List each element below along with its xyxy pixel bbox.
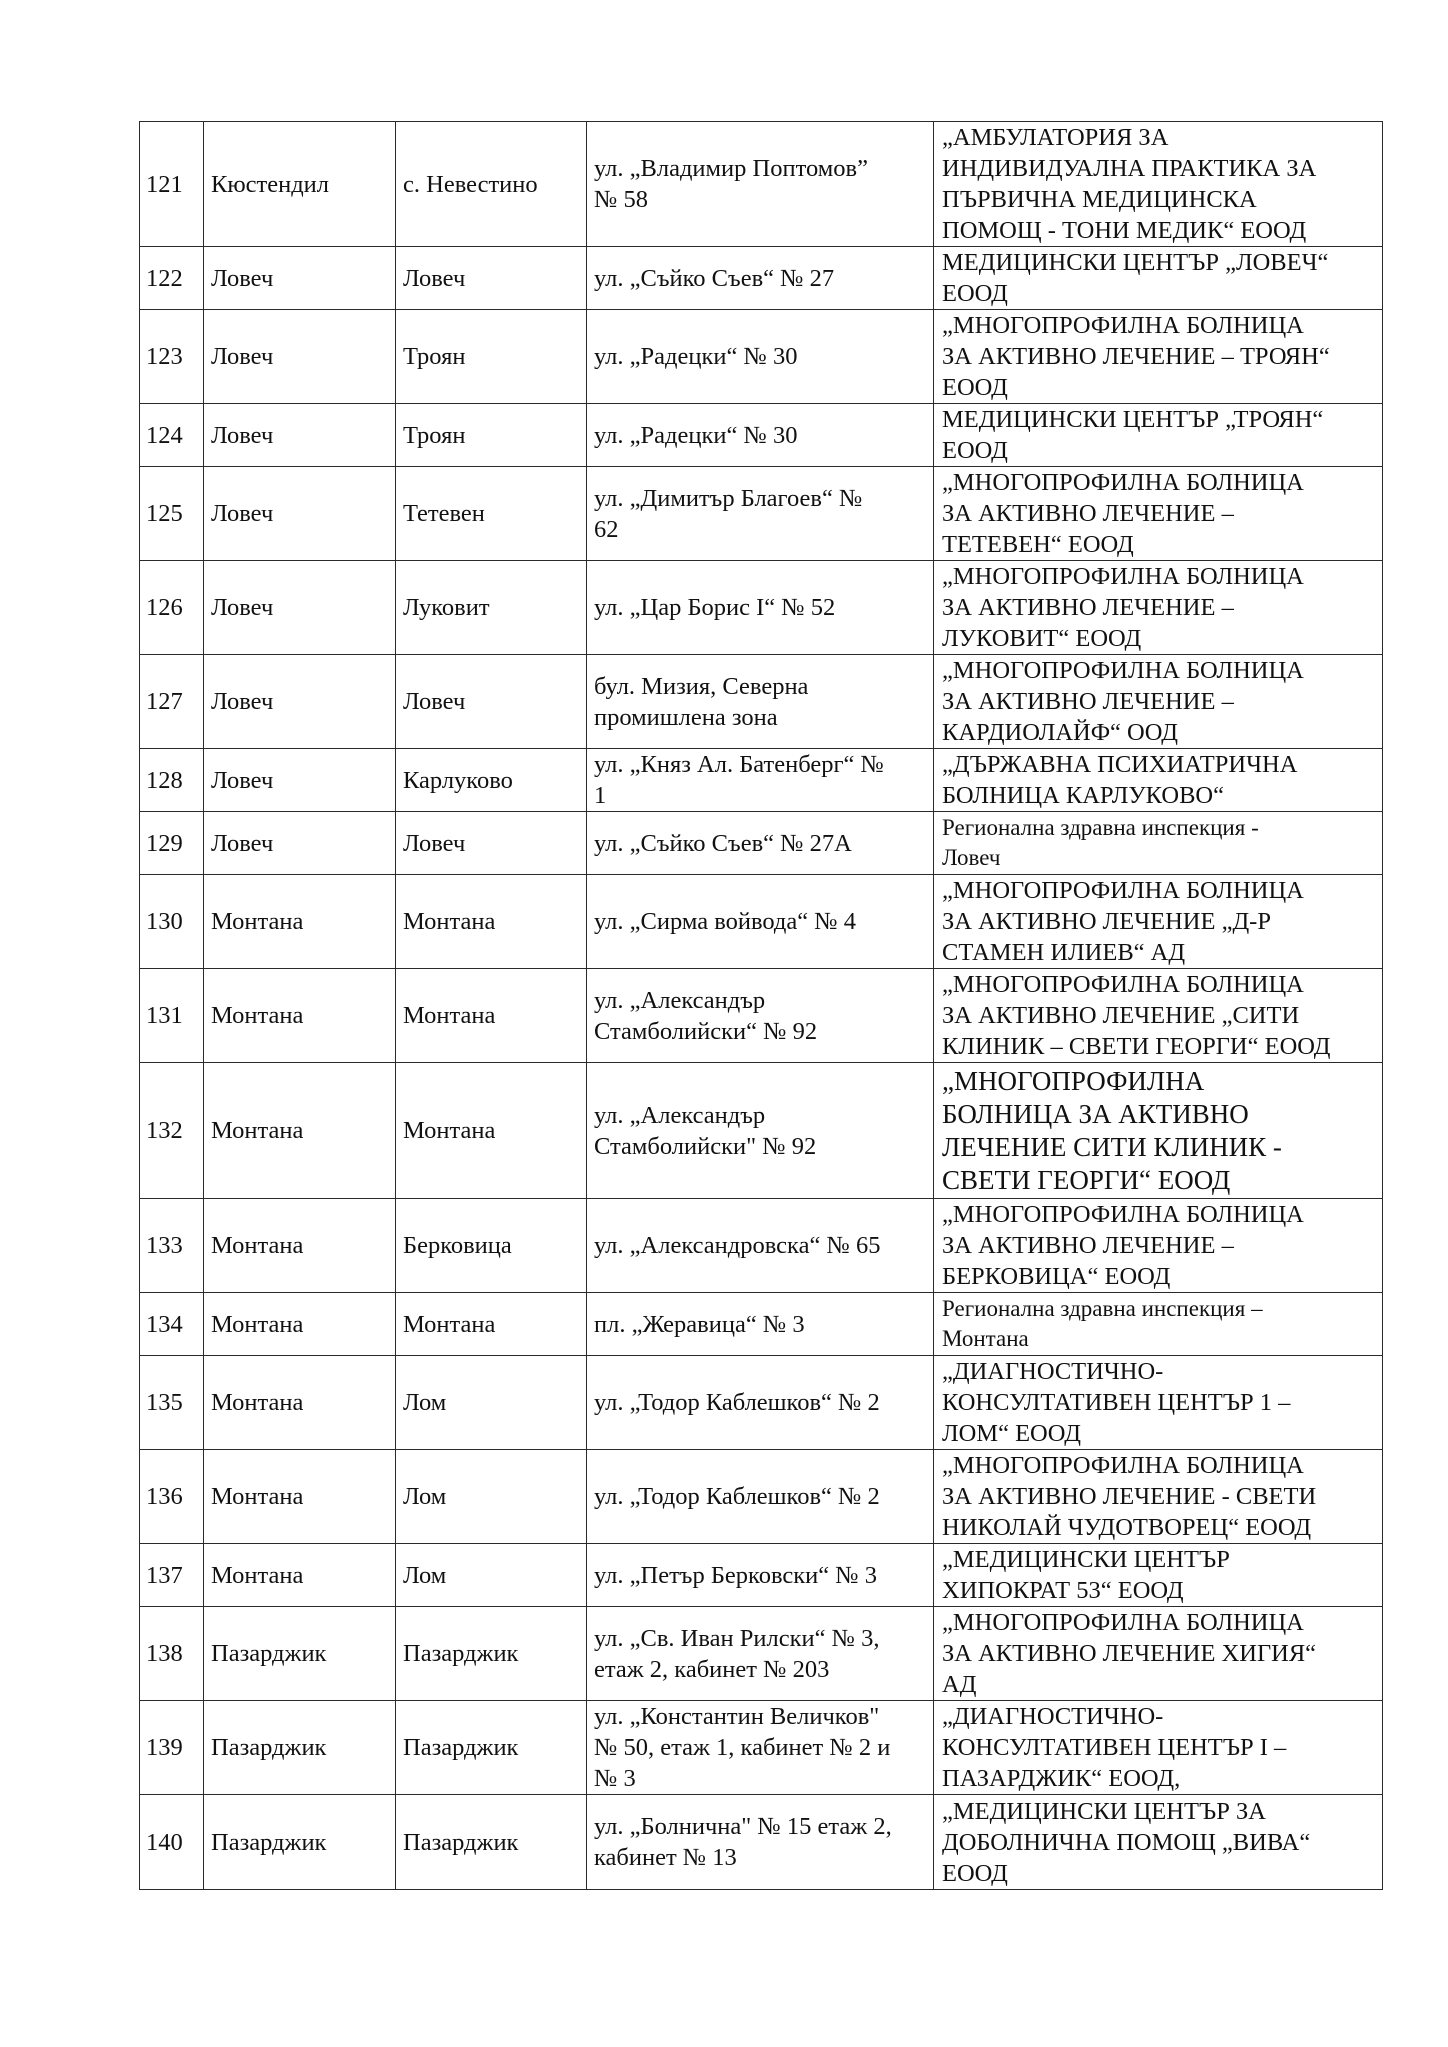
organization-text: „МНОГОПРОФИЛНА БОЛНИЦА ЗА АКТИВНО ЛЕЧЕНИЕ ХИГИЯ“ АД — [942, 1609, 1317, 1698]
city-text: Пазарджик — [403, 1828, 519, 1856]
address-text: ул. „Съйко Съев“ № 27 — [594, 264, 835, 292]
row-number-cell — [140, 969, 204, 1063]
address-text: ул. „Тодор Каблешков“ № 2 — [594, 1389, 880, 1416]
city-text: Ловеч — [403, 264, 466, 292]
organization-text: Регионална здравна инспекция – Монтана — [942, 1296, 1263, 1351]
organization-text: „ДИАГНОСТИЧНО- КОНСУЛТАТИВЕН ЦЕНТЪР I – ПАЗАРДЖИК“ ЕООД, — [942, 1703, 1287, 1792]
address-cell — [587, 1607, 934, 1701]
organization-text: „МНОГОПРОФИЛНА БОЛНИЦА ЗА АКТИВНО ЛЕЧЕНИЕ – БЕРКОВИЦА“ ЕООД — [942, 1201, 1304, 1290]
region-text: Монтана — [211, 1561, 304, 1589]
organization-text: „МНОГОПРОФИЛНА БОЛНИЦА ЗА АКТИВНО ЛЕЧЕНИЕ – ТЕТЕВЕН“ ЕООД — [942, 469, 1304, 558]
row-number-cell — [140, 404, 204, 467]
region-text: Пазарджик — [211, 1640, 327, 1667]
organization-cell — [934, 1356, 1383, 1450]
row-number-text: 132 — [146, 1117, 183, 1144]
address-text: ул. „Александровска“ № 65 — [594, 1232, 881, 1259]
region-text: Монтана — [211, 1232, 304, 1259]
city-cell — [396, 1701, 587, 1795]
address-text: ул. „Александър Стамболийски“ № 92 — [594, 986, 818, 1045]
table-row — [140, 1607, 1383, 1701]
table-row — [140, 1795, 1383, 1890]
row-number-text: 138 — [146, 1640, 183, 1667]
row-number-text: 137 — [146, 1561, 183, 1589]
address-cell — [587, 1450, 934, 1544]
row-number-cell — [140, 1356, 204, 1450]
row-number-cell — [140, 655, 204, 749]
table-row — [140, 247, 1383, 310]
row-number-text: 123 — [146, 343, 183, 370]
table-row — [140, 561, 1383, 655]
city-text: Монтана — [403, 1002, 496, 1029]
address-cell — [587, 749, 934, 812]
facilities-table — [139, 121, 1383, 1890]
address-text: ул. „Сирма войвода“ № 4 — [594, 908, 856, 935]
region-text: Ловеч — [211, 766, 274, 794]
organization-cell — [934, 310, 1383, 404]
city-cell — [396, 1063, 587, 1199]
address-cell — [587, 875, 934, 969]
row-number-text: 133 — [146, 1232, 183, 1259]
organization-cell — [934, 969, 1383, 1063]
organization-text: „ДЪРЖАВНА ПСИХИАТРИЧНА БОЛНИЦА КАРЛУКОВО“ — [942, 751, 1298, 809]
city-cell — [396, 1544, 587, 1607]
region-text: Монтана — [211, 1310, 304, 1338]
address-cell — [587, 969, 934, 1063]
region-text: Ловеч — [211, 594, 274, 621]
city-cell — [396, 1356, 587, 1450]
city-cell — [396, 1199, 587, 1293]
region-cell — [204, 749, 396, 812]
city-cell — [396, 969, 587, 1063]
row-number-text: 139 — [146, 1734, 183, 1761]
address-cell — [587, 1199, 934, 1293]
region-text: Кюстендил — [211, 170, 330, 198]
region-cell — [204, 1199, 396, 1293]
table-row — [140, 969, 1383, 1063]
table-row — [140, 467, 1383, 561]
region-text: Пазарджик — [211, 1828, 327, 1856]
city-text: Луковит — [403, 594, 490, 621]
organization-cell — [934, 122, 1383, 247]
region-cell — [204, 404, 396, 467]
row-number-text: 130 — [146, 908, 183, 935]
row-number-text: 134 — [146, 1310, 183, 1338]
table-row — [140, 1356, 1383, 1450]
table-row — [140, 1199, 1383, 1293]
organization-text: „ДИАГНОСТИЧНО- КОНСУЛТАТИВЕН ЦЕНТЪР 1 – ЛОМ“ ЕООД — [942, 1358, 1291, 1447]
table-row — [140, 1293, 1383, 1356]
city-text: Монтана — [403, 1117, 496, 1144]
address-text: ул. „Александър Стамболийски" № 92 — [594, 1101, 817, 1160]
organization-text: „АМБУЛАТОРИЯ ЗА ИНДИВИДУАЛНА ПРАКТИКА ЗА ПЪРВИЧНА МЕДИЦИНСКА ПОМОЩ - ТОНИ МЕДИК“ ЕООД — [942, 124, 1317, 244]
city-text: Троян — [403, 421, 466, 449]
region-text: Монтана — [211, 1483, 304, 1510]
city-text: Троян — [403, 343, 466, 370]
row-number-text: 129 — [146, 829, 183, 857]
address-cell — [587, 812, 934, 875]
city-cell — [396, 1607, 587, 1701]
city-cell — [396, 404, 587, 467]
address-cell — [587, 1701, 934, 1795]
organization-text: „МНОГОПРОФИЛНА БОЛНИЦА ЗА АКТИВНО ЛЕЧЕНИЕ – ЛУКОВИТ“ ЕООД — [942, 563, 1304, 652]
organization-text: „МНОГОПРОФИЛНА БОЛНИЦА ЗА АКТИВНО ЛЕЧЕНИЕ СИТИ КЛИНИК - СВЕТИ ГЕОРГИ“ ЕООД — [942, 1065, 1282, 1195]
organization-cell — [934, 561, 1383, 655]
row-number-cell — [140, 467, 204, 561]
region-text: Монтана — [211, 1389, 304, 1416]
table-row — [140, 812, 1383, 875]
row-number-cell — [140, 1199, 204, 1293]
region-cell — [204, 1544, 396, 1607]
address-text: ул. „Княз Ал. Батенберг“ № 1 — [594, 751, 884, 809]
city-text: Карлуково — [403, 766, 513, 794]
row-number-text: 122 — [146, 264, 183, 292]
city-text: Лом — [403, 1561, 447, 1589]
address-cell — [587, 1544, 934, 1607]
city-cell — [396, 875, 587, 969]
organization-cell — [934, 1607, 1383, 1701]
row-number-cell — [140, 122, 204, 247]
table-row — [140, 749, 1383, 812]
address-text: ул. „Петър Берковски“ № 3 — [594, 1561, 878, 1589]
row-number-text: 124 — [146, 421, 183, 449]
region-cell — [204, 655, 396, 749]
address-text: ул. „Владимир Поптомов” № 58 — [594, 155, 868, 213]
region-cell — [204, 1293, 396, 1356]
row-number-cell — [140, 247, 204, 310]
row-number-cell — [140, 749, 204, 812]
address-text: ул. „Константин Величков" № 50, етаж 1, кабинет № 2 и № 3 — [594, 1703, 891, 1792]
row-number-cell — [140, 812, 204, 875]
region-text: Монтана — [211, 908, 304, 935]
city-cell — [396, 1795, 587, 1890]
row-number-cell — [140, 310, 204, 404]
row-number-cell — [140, 1544, 204, 1607]
row-number-text: 140 — [146, 1828, 183, 1856]
organization-text: МЕДИЦИНСКИ ЦЕНТЪР „ТРОЯН“ ЕООД — [942, 406, 1324, 464]
row-number-cell — [140, 1293, 204, 1356]
city-text: Пазарджик — [403, 1734, 519, 1761]
table-row — [140, 1701, 1383, 1795]
address-text: ул. „Съйко Съев“ № 27А — [594, 829, 852, 857]
facilities-table-body — [140, 122, 1383, 1890]
region-text: Ловеч — [211, 264, 274, 292]
city-text: Ловеч — [403, 688, 466, 715]
row-number-text: 131 — [146, 1002, 183, 1029]
organization-text: „МНОГОПРОФИЛНА БОЛНИЦА ЗА АКТИВНО ЛЕЧЕНИЕ „Д-Р СТАМЕН ИЛИЕВ“ АД — [942, 877, 1304, 966]
address-text: ул. „Св. Иван Рилски“ № 3, етаж 2, кабинет № 203 — [594, 1624, 880, 1683]
region-cell — [204, 122, 396, 247]
organization-cell — [934, 875, 1383, 969]
region-cell — [204, 1701, 396, 1795]
region-text: Ловеч — [211, 500, 274, 527]
organization-cell — [934, 812, 1383, 875]
table-row — [140, 1450, 1383, 1544]
organization-cell — [934, 1795, 1383, 1890]
organization-text: „МНОГОПРОФИЛНА БОЛНИЦА ЗА АКТИВНО ЛЕЧЕНИЕ „СИТИ КЛИНИК – СВЕТИ ГЕОРГИ“ ЕООД — [942, 971, 1331, 1060]
organization-text: „МНОГОПРОФИЛНА БОЛНИЦА ЗА АКТИВНО ЛЕЧЕНИЕ – КАРДИОЛАЙФ“ ООД — [942, 657, 1304, 746]
row-number-cell — [140, 1063, 204, 1199]
row-number-text: 127 — [146, 688, 183, 715]
region-cell — [204, 310, 396, 404]
organization-cell — [934, 1063, 1383, 1199]
organization-cell — [934, 1450, 1383, 1544]
row-number-text: 135 — [146, 1389, 183, 1416]
row-number-text: 126 — [146, 594, 183, 621]
row-number-cell — [140, 875, 204, 969]
address-text: ул. „Радецки“ № 30 — [594, 343, 798, 370]
table-row — [140, 1063, 1383, 1199]
address-text: ул. „Тодор Каблешков“ № 2 — [594, 1483, 880, 1510]
row-number-text: 121 — [146, 170, 183, 198]
organization-text: Регионална здравна инспекция - Ловеч — [942, 815, 1259, 870]
organization-cell — [934, 1199, 1383, 1293]
city-cell — [396, 1450, 587, 1544]
table-row — [140, 310, 1383, 404]
region-cell — [204, 1063, 396, 1199]
address-text: бул. Мизия, Северна промишлена зона — [594, 672, 809, 731]
organization-cell — [934, 467, 1383, 561]
region-cell — [204, 467, 396, 561]
organization-text: „МЕДИЦИНСКИ ЦЕНТЪР ЗА ДОБОЛНИЧНА ПОМОЩ „ВИВА“ ЕООД — [942, 1797, 1311, 1887]
city-text: Тетевен — [403, 500, 485, 527]
row-number-text: 128 — [146, 766, 183, 794]
city-text: Ловеч — [403, 829, 466, 857]
region-text: Пазарджик — [211, 1734, 327, 1761]
city-text: Монтана — [403, 908, 496, 935]
address-text: ул. „Цар Борис I“ № 52 — [594, 594, 836, 621]
region-text: Монтана — [211, 1117, 304, 1144]
region-text: Ловеч — [211, 343, 274, 370]
region-cell — [204, 1450, 396, 1544]
address-cell — [587, 1795, 934, 1890]
table-row — [140, 1544, 1383, 1607]
city-text: Монтана — [403, 1310, 496, 1338]
address-text: ул. „Димитър Благоев“ № 62 — [594, 484, 863, 543]
table-row — [140, 122, 1383, 247]
region-text: Монтана — [211, 1002, 304, 1029]
region-cell — [204, 561, 396, 655]
row-number-text: 136 — [146, 1483, 183, 1510]
city-text: Пазарджик — [403, 1640, 519, 1667]
address-cell — [587, 1063, 934, 1199]
region-cell — [204, 875, 396, 969]
organization-cell — [934, 247, 1383, 310]
organization-cell — [934, 1701, 1383, 1795]
address-cell — [587, 467, 934, 561]
organization-cell — [934, 404, 1383, 467]
organization-cell — [934, 1293, 1383, 1356]
address-text: ул. „Радецки“ № 30 — [594, 421, 798, 449]
city-cell — [396, 749, 587, 812]
table-row — [140, 404, 1383, 467]
address-cell — [587, 561, 934, 655]
city-text: Лом — [403, 1389, 447, 1416]
table-row — [140, 875, 1383, 969]
row-number-cell — [140, 561, 204, 655]
row-number-cell — [140, 1795, 204, 1890]
city-cell — [396, 655, 587, 749]
city-text: Берковица — [403, 1232, 512, 1259]
row-number-cell — [140, 1607, 204, 1701]
address-cell — [587, 1356, 934, 1450]
organization-text: „МНОГОПРОФИЛНА БОЛНИЦА ЗА АКТИВНО ЛЕЧЕНИЕ - СВЕТИ НИКОЛАЙ ЧУДОТВОРЕЦ“ ЕООД — [942, 1452, 1317, 1541]
organization-text: МЕДИЦИНСКИ ЦЕНТЪР „ЛОВЕЧ“ ЕООД — [942, 249, 1329, 307]
region-cell — [204, 812, 396, 875]
region-text: Ловеч — [211, 421, 274, 449]
city-cell — [396, 812, 587, 875]
city-cell — [396, 1293, 587, 1356]
region-text: Ловеч — [211, 688, 274, 715]
city-cell — [396, 247, 587, 310]
region-cell — [204, 1795, 396, 1890]
city-cell — [396, 122, 587, 247]
city-cell — [396, 561, 587, 655]
address-cell — [587, 122, 934, 247]
address-cell — [587, 404, 934, 467]
region-text: Ловеч — [211, 829, 274, 857]
organization-text: „МЕДИЦИНСКИ ЦЕНТЪР ХИПОКРАТ 53“ ЕООД — [942, 1546, 1230, 1604]
region-cell — [204, 1356, 396, 1450]
address-cell — [587, 1293, 934, 1356]
address-cell — [587, 655, 934, 749]
city-text: с. Невестино — [403, 170, 538, 198]
organization-cell — [934, 749, 1383, 812]
region-cell — [204, 969, 396, 1063]
address-text: ул. „Болнична" № 15 етаж 2, кабинет № 13 — [594, 1813, 892, 1871]
row-number-cell — [140, 1450, 204, 1544]
organization-cell — [934, 1544, 1383, 1607]
city-cell — [396, 467, 587, 561]
table-row — [140, 655, 1383, 749]
city-cell — [396, 310, 587, 404]
organization-text: „МНОГОПРОФИЛНА БОЛНИЦА ЗА АКТИВНО ЛЕЧЕНИЕ – ТРОЯН“ ЕООД — [942, 312, 1330, 401]
organization-cell — [934, 655, 1383, 749]
row-number-text: 125 — [146, 500, 183, 527]
address-cell — [587, 247, 934, 310]
city-text: Лом — [403, 1483, 447, 1510]
address-text: пл. „Жеравица“ № 3 — [594, 1310, 805, 1338]
region-cell — [204, 1607, 396, 1701]
row-number-cell — [140, 1701, 204, 1795]
address-cell — [587, 310, 934, 404]
region-cell — [204, 247, 396, 310]
